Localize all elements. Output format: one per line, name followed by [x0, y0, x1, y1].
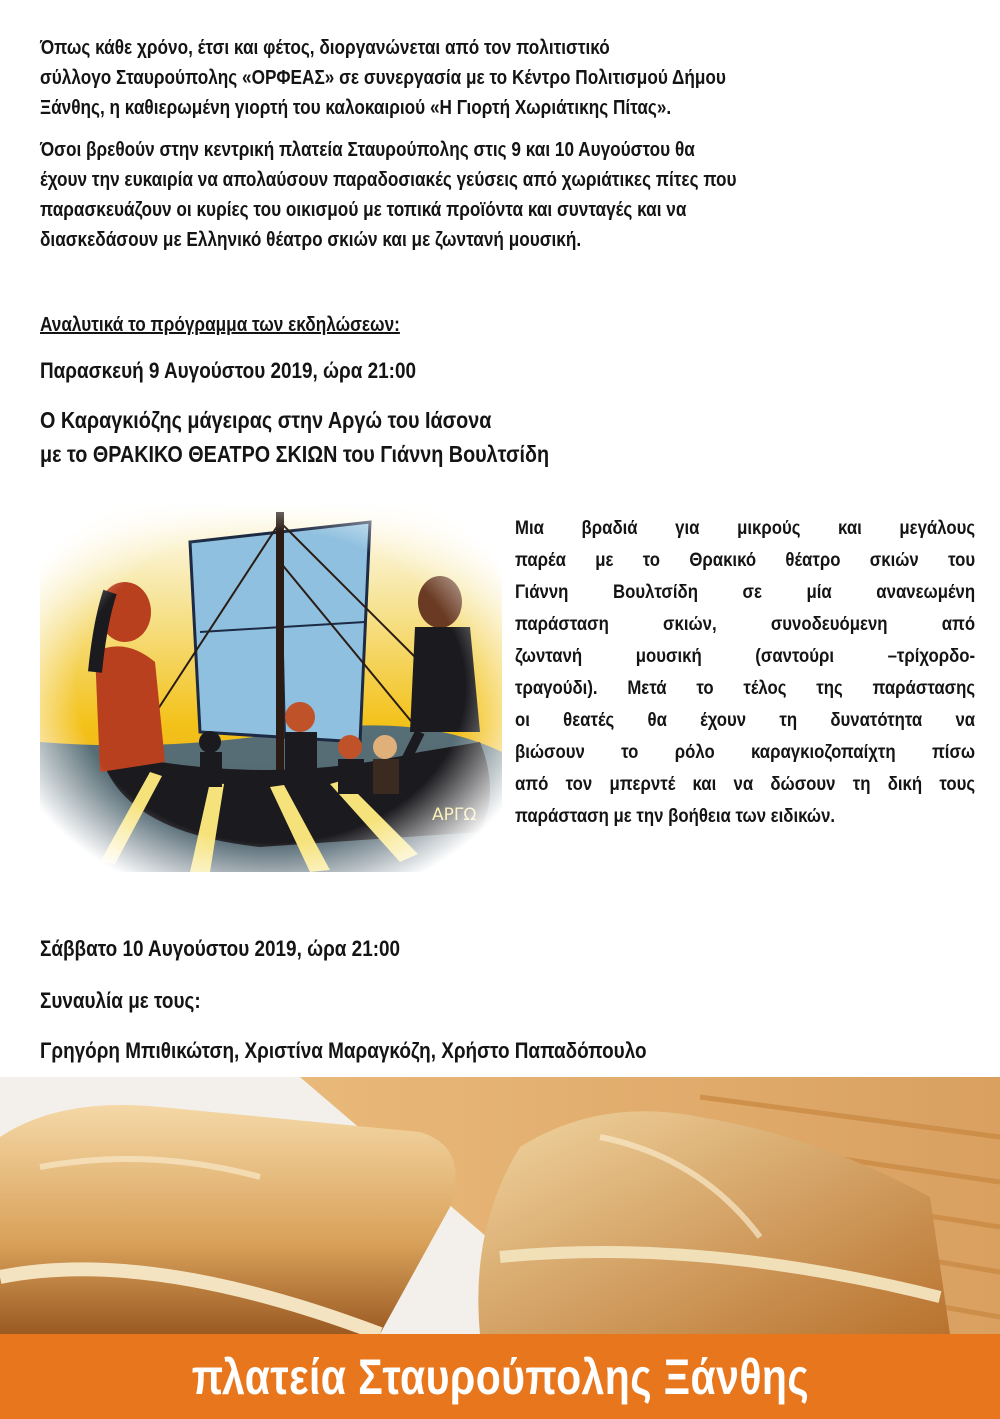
intro-line: Ξάνθης, η καθιερωμένη γιορτή του καλοκαιριού «Η Γιορτή Χωριάτικης Πίτας».: [40, 97, 672, 119]
description-line: βιώσουν το ρόλο καραγκιοζοπαίχτη πίσω: [515, 741, 976, 763]
description-line: παράσταση με την βοήθεια των ειδικών.: [515, 805, 836, 827]
day1-title-line: με το ΘΡΑΚΙΚΟ ΘΕΑΤΡΟ ΣΚΙΩΝ του Γιάννη Βουλτσίδη: [40, 441, 550, 467]
intro-line: Όσοι βρεθούν στην κεντρική πλατεία Σταυρούπολης στις 9 και 10 Αυγούστου θα: [40, 139, 695, 161]
description-line: από τον μπερντέ και να δώσουν τη δική τους: [515, 773, 976, 795]
description-line: ζωντανή μουσική (σαντούρι –τρίχορδο-: [515, 645, 976, 667]
program-heading: Αναλυτικά το πρόγραμμα των εκδηλώσεων:: [40, 314, 400, 336]
pie-photo: [0, 1077, 1000, 1334]
description-line: τραγούδι). Μετά το τέλος της παράστασης: [515, 677, 976, 699]
day1-date: Παρασκευή 9 Αυγούστου 2019, ώρα 21:00: [40, 358, 417, 383]
description-line: Μια βραδιά για μικρούς και μεγάλους: [515, 517, 976, 539]
day1-description: [515, 512, 975, 832]
intro-paragraph-1: [40, 33, 726, 123]
intro-line: σύλλογο Σταυρούπολης «ΟΡΦΕΑΣ» σε συνεργασία με το Κέντρο Πολιτισμού Δήμου: [40, 67, 726, 89]
footer-banner: [0, 1334, 1000, 1419]
intro-paragraph-2: [40, 135, 737, 255]
day2-artists: Γρηγόρη Μπιθικώτση, Χριστίνα Μαραγκόζη, Χρήστο Παπαδόπουλο: [40, 1038, 647, 1063]
day2-date: Σάββατο 10 Αυγούστου 2019, ώρα 21:00: [40, 936, 401, 961]
day1-title: [40, 403, 549, 471]
intro-line: παρασκευάζουν οι κυρίες του οικισμού με τοπικά προϊόντα και συνταγές και να: [40, 199, 687, 221]
day2-concert-label: Συναυλία με τους:: [40, 988, 201, 1013]
description-line: Γιάννη Βουλτσίδη σε μία ανανεωμένη: [515, 581, 976, 603]
description-line: παρέα με το Θρακικό θέατρο σκιών του: [515, 549, 976, 571]
intro-line: διασκεδάσουν με Ελληνικό θέατρο σκιών και με ζωντανή μουσική.: [40, 229, 582, 251]
description-line: οι θεατές θα έχουν τη δυνατότητα να: [515, 709, 976, 731]
day1-title-line: Ο Καραγκιόζης μάγειρας στην Αργώ του Ιάσονα: [40, 407, 492, 433]
shadow-theatre-image: [40, 502, 502, 872]
intro-line: έχουν την ευκαιρία να απολαύσουν παραδοσιακές γεύσεις από χωριάτικες πίτες που: [40, 169, 737, 191]
intro-line: Όπως κάθε χρόνο, έτσι και φέτος, διοργανώνεται από τον πολιτιστικό: [40, 37, 610, 59]
footer-location: πλατεία Σταυρούπολης Ξάνθης: [191, 1348, 809, 1405]
description-line: παράσταση σκιών, συνοδευόμενη από: [515, 613, 976, 635]
